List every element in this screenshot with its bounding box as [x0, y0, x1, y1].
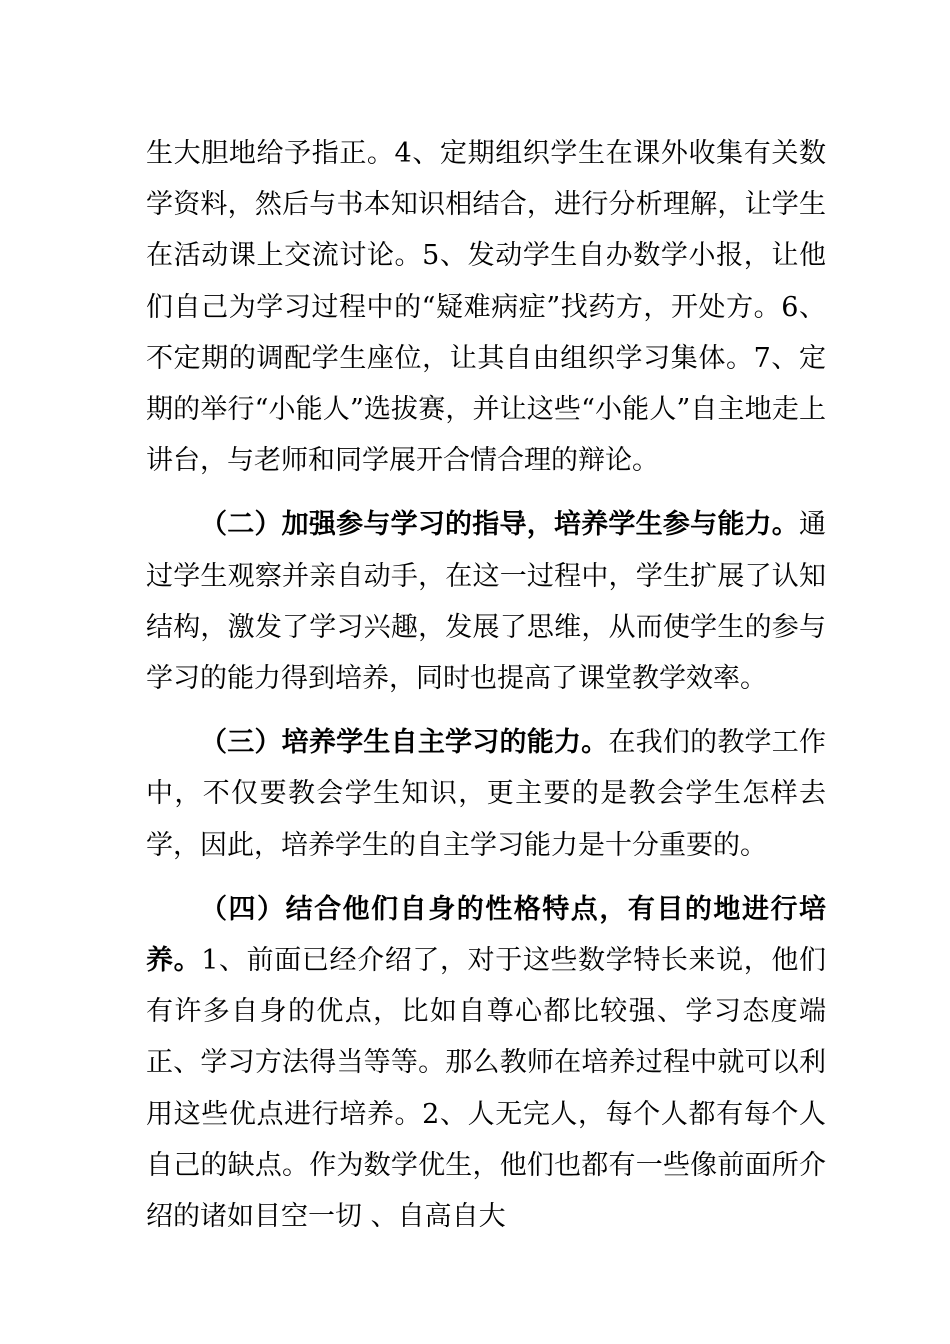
paragraph-section-2 — [146, 499, 826, 704]
section-heading: （三）培养学生自主学习的能力。 — [200, 727, 609, 759]
section-heading: （二）加强参与学习的指导，培养学生参与能力。 — [200, 509, 799, 541]
paragraph-text: 通过学生观察并亲自动手，在这一过程中，学生扩展了认知结构，激发了学习兴趣，发展了思维，从而使学生的参与学习的能力得到培养，同时也提高了课堂教学效率。 — [146, 509, 826, 695]
section-heading: （四）结合他们自身的性格特点，有目的地进行培养。 — [146, 893, 826, 977]
paragraph-text: 1、前面已经介绍了，对于这些数学特长来说，他们有许多自身的优点，比如自尊心都比较强、学习态度端正、学习方法得当等等。那么教师在培养过程中就可以利用这些优点进行培养。2、人无完人，每个人都有每个人自己的缺点。作为数学优生，他们也都有一些像前面所介绍的诸如目空一切 、自高自大 — [146, 945, 826, 1233]
paragraph-continuation — [146, 128, 826, 486]
paragraph-text: 生大胆地给予指正。4、定期组织学生在课外收集有关数学资料，然后与书本知识相结合，进行分析理解，让学生在活动课上交流讨论。5、发动学生自办数学小报，让他们自己为学习过程中的“疑难病症”找药方，开处方。6、不定期的调配学生座位，让其自由组织学习集体。7、定期的举行“小能人”选拔赛，并让这些“小能人”自主地走上讲台，与老师和同学展开合情合理的辩论。 — [146, 138, 826, 477]
document-body — [146, 128, 826, 1242]
paragraph-section-3 — [146, 717, 826, 871]
paragraph-section-4 — [146, 884, 826, 1242]
paragraph-text: 在我们的教学工作中，不仅要教会学生知识，更主要的是教会学生怎样去学，因此，培养学生的自主学习能力是十分重要的。 — [146, 727, 827, 861]
